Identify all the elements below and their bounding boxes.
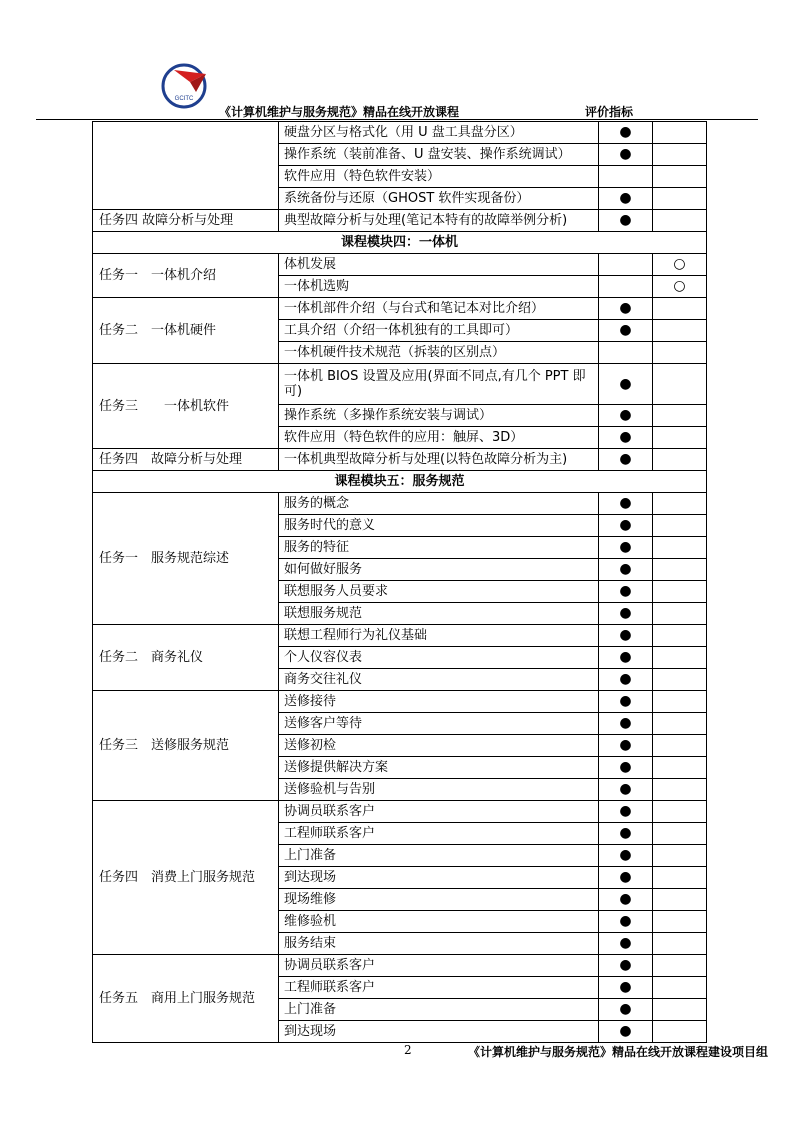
mark-cell	[653, 298, 707, 320]
item-cell: 硬盘分区与格式化（用 U 盘工具盘分区）	[279, 122, 599, 144]
mark-cell: ●	[599, 405, 653, 427]
table-row	[93, 122, 707, 144]
mark-cell	[653, 713, 707, 735]
mark-cell: ●	[599, 801, 653, 823]
mark-cell	[653, 493, 707, 515]
mark-cell: ●	[599, 691, 653, 713]
item-cell: 商务交往礼仪	[279, 669, 599, 691]
mark-cell	[653, 364, 707, 405]
item-cell: 服务时代的意义	[279, 515, 599, 537]
item-cell: 上门准备	[279, 999, 599, 1021]
mark-cell	[599, 342, 653, 364]
item-cell: 现场维修	[279, 889, 599, 911]
mark-cell	[653, 691, 707, 713]
module-heading: 课程模块四：一体机	[93, 232, 707, 254]
item-cell: 服务的特征	[279, 537, 599, 559]
mark-cell: ●	[599, 1021, 653, 1043]
item-cell: 一体机 BIOS 设置及应用(界面不同点,有几个 PPT 即可)	[279, 364, 599, 405]
table-row	[93, 625, 707, 647]
mark-cell	[653, 845, 707, 867]
mark-cell	[653, 911, 707, 933]
mark-cell	[653, 801, 707, 823]
item-cell: 一体机部件介绍（与台式和笔记本对比介绍）	[279, 298, 599, 320]
mark-cell: ●	[599, 757, 653, 779]
item-cell: 送修初检	[279, 735, 599, 757]
task-cell: 任务四 故障分析与处理	[93, 449, 279, 471]
mark-cell	[653, 625, 707, 647]
mark-cell: ●	[599, 647, 653, 669]
table-row	[93, 298, 707, 320]
module-row	[93, 471, 707, 493]
mark-cell	[653, 449, 707, 471]
task-cell	[93, 122, 279, 210]
module-heading: 课程模块五：服务规范	[93, 471, 707, 493]
mark-cell	[653, 999, 707, 1021]
mark-cell	[653, 977, 707, 999]
document-title: 《计算机维护与服务规范》精品在线开放课程	[219, 105, 460, 119]
mark-cell: ●	[599, 449, 653, 471]
task-cell: 任务三 一体机软件	[93, 364, 279, 449]
mark-cell	[653, 188, 707, 210]
item-cell: 上门准备	[279, 845, 599, 867]
item-cell: 操作系统（多操作系统安装与调试）	[279, 405, 599, 427]
task-cell: 任务二 一体机硬件	[93, 298, 279, 364]
mark-cell	[653, 405, 707, 427]
item-cell: 送修客户等待	[279, 713, 599, 735]
mark-cell: ●	[599, 999, 653, 1021]
mark-cell: ●	[599, 933, 653, 955]
mark-cell: ●	[599, 537, 653, 559]
page-header	[0, 0, 794, 122]
mark-cell	[653, 210, 707, 232]
table-row	[93, 210, 707, 232]
mark-cell	[653, 757, 707, 779]
item-cell: 服务结束	[279, 933, 599, 955]
item-cell: 工程师联系客户	[279, 977, 599, 999]
task-cell: 任务四 消费上门服务规范	[93, 801, 279, 955]
mark-cell	[653, 955, 707, 977]
mark-cell: ●	[599, 188, 653, 210]
mark-cell: ○	[653, 254, 707, 276]
mark-cell	[599, 254, 653, 276]
item-cell: 工具介绍（介绍一体机独有的工具即可）	[279, 320, 599, 342]
gcitc-logo-icon	[160, 60, 210, 110]
mark-cell: ●	[599, 955, 653, 977]
mark-cell	[599, 166, 653, 188]
header-rule	[36, 119, 758, 120]
item-cell: 个人仪容仪表	[279, 647, 599, 669]
task-cell: 任务四 故障分析与处理	[93, 210, 279, 232]
mark-cell	[653, 889, 707, 911]
evaluation-table	[92, 121, 707, 1043]
mark-cell	[653, 144, 707, 166]
task-cell: 任务一 一体机介绍	[93, 254, 279, 298]
task-cell: 任务二 商务礼仪	[93, 625, 279, 691]
mark-cell: ●	[599, 867, 653, 889]
mark-cell: ●	[599, 735, 653, 757]
item-cell: 如何做好服务	[279, 559, 599, 581]
item-cell: 到达现场	[279, 1021, 599, 1043]
item-cell: 软件应用（特色软件的应用：触屏、3D）	[279, 427, 599, 449]
mark-cell	[653, 342, 707, 364]
page-number: 2	[404, 1043, 412, 1057]
mark-cell	[653, 427, 707, 449]
mark-cell: ●	[599, 320, 653, 342]
mark-cell	[653, 122, 707, 144]
mark-cell	[653, 647, 707, 669]
mark-cell: ●	[599, 515, 653, 537]
mark-cell	[653, 823, 707, 845]
item-cell: 送修提供解决方案	[279, 757, 599, 779]
mark-cell: ●	[599, 144, 653, 166]
item-cell: 软件应用（特色软件安装）	[279, 166, 599, 188]
mark-cell: ●	[599, 779, 653, 801]
mark-cell	[653, 559, 707, 581]
footer-text: 《计算机维护与服务规范》精品在线开放课程建设项目组	[468, 1045, 769, 1059]
mark-cell: ●	[599, 911, 653, 933]
task-cell: 任务三 送修服务规范	[93, 691, 279, 801]
mark-cell	[653, 735, 707, 757]
mark-cell	[599, 276, 653, 298]
item-cell: 体机发展	[279, 254, 599, 276]
mark-cell: ●	[599, 603, 653, 625]
item-cell: 一体机典型故障分析与处理(以特色故障分析为主)	[279, 449, 599, 471]
mark-cell: ●	[599, 845, 653, 867]
item-cell: 工程师联系客户	[279, 823, 599, 845]
item-cell: 典型故障分析与处理(笔记本特有的故障举例分析)	[279, 210, 599, 232]
item-cell: 送修验机与告别	[279, 779, 599, 801]
table-row	[93, 691, 707, 713]
item-cell: 协调员联系客户	[279, 801, 599, 823]
mark-cell	[653, 779, 707, 801]
mark-cell: ●	[599, 823, 653, 845]
mark-cell: ●	[599, 625, 653, 647]
mark-cell: ●	[599, 977, 653, 999]
mark-cell	[653, 537, 707, 559]
mark-cell: ●	[599, 427, 653, 449]
mark-cell	[653, 603, 707, 625]
document-label: 评价指标	[585, 105, 634, 119]
mark-cell: ●	[599, 713, 653, 735]
item-cell: 一体机硬件技术规范（拆装的区别点）	[279, 342, 599, 364]
table-row	[93, 449, 707, 471]
mark-cell	[653, 1021, 707, 1043]
mark-cell: ●	[599, 889, 653, 911]
table-row	[93, 955, 707, 977]
mark-cell: ●	[599, 559, 653, 581]
item-cell: 到达现场	[279, 867, 599, 889]
item-cell: 联想工程师行为礼仪基础	[279, 625, 599, 647]
mark-cell	[653, 933, 707, 955]
mark-cell: ○	[653, 276, 707, 298]
item-cell: 联想服务人员要求	[279, 581, 599, 603]
table-row	[93, 364, 707, 405]
mark-cell	[653, 669, 707, 691]
table-row	[93, 254, 707, 276]
task-cell: 任务五 商用上门服务规范	[93, 955, 279, 1043]
item-cell: 操作系统（装前准备、U 盘安装、操作系统调试）	[279, 144, 599, 166]
task-cell: 任务一 服务规范综述	[93, 493, 279, 625]
item-cell: 一体机选购	[279, 276, 599, 298]
mark-cell	[653, 515, 707, 537]
logo-text: GCITC	[174, 96, 194, 102]
mark-cell: ●	[599, 122, 653, 144]
item-cell: 协调员联系客户	[279, 955, 599, 977]
item-cell: 服务的概念	[279, 493, 599, 515]
table-row	[93, 493, 707, 515]
mark-cell: ●	[599, 581, 653, 603]
mark-cell	[653, 867, 707, 889]
item-cell: 送修接待	[279, 691, 599, 713]
mark-cell	[653, 320, 707, 342]
mark-cell: ●	[599, 669, 653, 691]
table-row	[93, 801, 707, 823]
mark-cell: ●	[599, 298, 653, 320]
mark-cell: ●	[599, 364, 653, 405]
mark-cell: ●	[599, 493, 653, 515]
module-row	[93, 232, 707, 254]
mark-cell	[653, 581, 707, 603]
mark-cell: ●	[599, 210, 653, 232]
item-cell: 系统备份与还原（GHOST 软件实现备份）	[279, 188, 599, 210]
item-cell: 维修验机	[279, 911, 599, 933]
mark-cell	[653, 166, 707, 188]
item-cell: 联想服务规范	[279, 603, 599, 625]
